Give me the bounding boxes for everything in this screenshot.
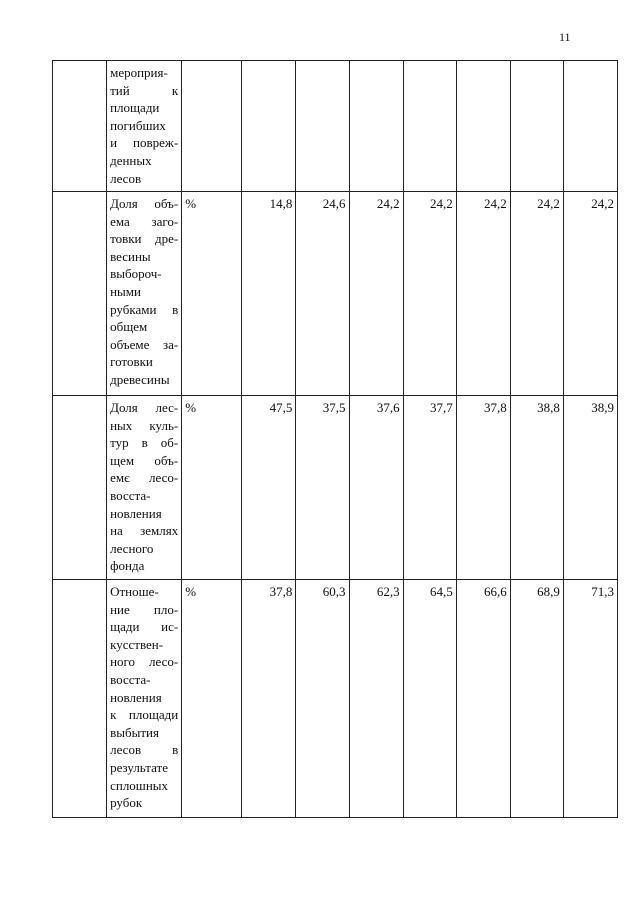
row-number-cell	[53, 61, 107, 192]
value-cell: 37,7	[403, 396, 456, 580]
value-cell: 24,2	[563, 192, 617, 396]
unit-cell: %	[182, 580, 242, 818]
value-cell: 37,8	[456, 396, 510, 580]
value-cell: 14,8	[242, 192, 296, 396]
table-row	[53, 192, 618, 396]
indicator-name-line: ема заго-	[110, 213, 179, 229]
indicator-name-line: общем	[110, 319, 148, 335]
page-number: 11	[559, 30, 571, 44]
indicator-name-line: выбороч-	[110, 266, 162, 282]
indicator-name-line: денных	[110, 152, 152, 168]
indicator-name-line: рубок	[110, 795, 143, 811]
indicator-name-line: и повреж-	[110, 135, 179, 151]
indicator-name-line: Доля лес-	[110, 400, 179, 415]
indicator-name-line: емє лесо-	[110, 470, 179, 486]
value-cell	[456, 61, 510, 192]
indicator-name-line: восста-	[110, 487, 151, 503]
indicator-name-line: готовки	[110, 354, 153, 370]
indicator-name-line: рубками в	[110, 301, 179, 317]
indicator-name-line: тур в об-	[110, 435, 179, 451]
indicator-name-line: щем объ-	[110, 452, 179, 468]
indicator-name-line: весины	[110, 248, 151, 264]
table-body	[53, 61, 618, 818]
table-row	[53, 580, 618, 818]
indicator-name-line: ного лесо-	[110, 654, 179, 670]
value-cell: 37,6	[349, 396, 403, 580]
row-number-cell	[53, 192, 107, 396]
table-row	[53, 396, 618, 580]
value-cell	[563, 61, 617, 192]
value-cell: 66,6	[456, 580, 510, 818]
indicator-name-line: на землях	[110, 523, 179, 539]
row-number-cell	[53, 580, 107, 818]
value-cell: 24,2	[349, 192, 403, 396]
indicator-name-cell	[107, 396, 182, 580]
value-cell	[510, 61, 563, 192]
value-cell	[403, 61, 456, 192]
indicator-name-line: лесного	[110, 540, 154, 556]
value-cell: 38,9	[563, 396, 617, 580]
value-cell: 64,5	[403, 580, 456, 818]
indicator-name-line: мероприя-	[110, 65, 168, 80]
indicator-name-line: объеме за-	[110, 336, 179, 352]
indicator-name-line: результате	[110, 759, 168, 775]
indicator-name-line: Доля объ-	[110, 196, 179, 211]
indicator-name-line: лесов в	[110, 742, 179, 758]
value-cell: 37,8	[242, 580, 296, 818]
indicator-name-line: площади	[110, 100, 160, 116]
value-cell: 24,2	[456, 192, 510, 396]
value-cell: 68,9	[510, 580, 563, 818]
indicator-name-line: ными	[110, 283, 141, 299]
value-cell: 71,3	[563, 580, 617, 818]
unit-cell	[182, 61, 242, 192]
unit-cell: %	[182, 396, 242, 580]
indicator-name-line: тий к	[110, 82, 179, 98]
indicator-name-line: выбытия	[110, 724, 159, 740]
table-row	[53, 61, 618, 192]
indicator-name-line: Отноше-	[110, 584, 159, 599]
indicator-name-line: ных куль-	[110, 417, 179, 433]
indicator-name-line: товки дре-	[110, 231, 179, 247]
indicator-name-line: к площади	[110, 707, 179, 723]
indicators-table	[52, 60, 618, 818]
indicator-name-cell	[107, 61, 182, 192]
indicator-name-line: лесов	[110, 170, 142, 186]
unit-cell: %	[182, 192, 242, 396]
value-cell: 47,5	[242, 396, 296, 580]
indicator-name-line: древесины	[110, 371, 170, 387]
value-cell	[349, 61, 403, 192]
value-cell	[296, 61, 349, 192]
value-cell: 24,2	[510, 192, 563, 396]
indicator-name-line: кусствен-	[110, 636, 164, 652]
indicator-name-line: ние пло-	[110, 601, 179, 617]
indicator-name-cell	[107, 580, 182, 818]
value-cell: 60,3	[296, 580, 349, 818]
indicator-name-line: щади ис-	[110, 619, 179, 635]
value-cell: 24,2	[403, 192, 456, 396]
indicator-name-line: новления	[110, 689, 162, 705]
value-cell: 38,8	[510, 396, 563, 580]
value-cell	[242, 61, 296, 192]
indicator-name-cell	[107, 192, 182, 396]
indicator-name-line: восста-	[110, 671, 151, 687]
value-cell: 37,5	[296, 396, 349, 580]
value-cell: 62,3	[349, 580, 403, 818]
indicator-name-line: фонда	[110, 558, 145, 574]
indicator-name-line: сплошных	[110, 777, 169, 793]
row-number-cell	[53, 396, 107, 580]
value-cell: 24,6	[296, 192, 349, 396]
indicator-name-line: погибших	[110, 117, 166, 133]
indicator-name-line: новления	[110, 505, 162, 521]
